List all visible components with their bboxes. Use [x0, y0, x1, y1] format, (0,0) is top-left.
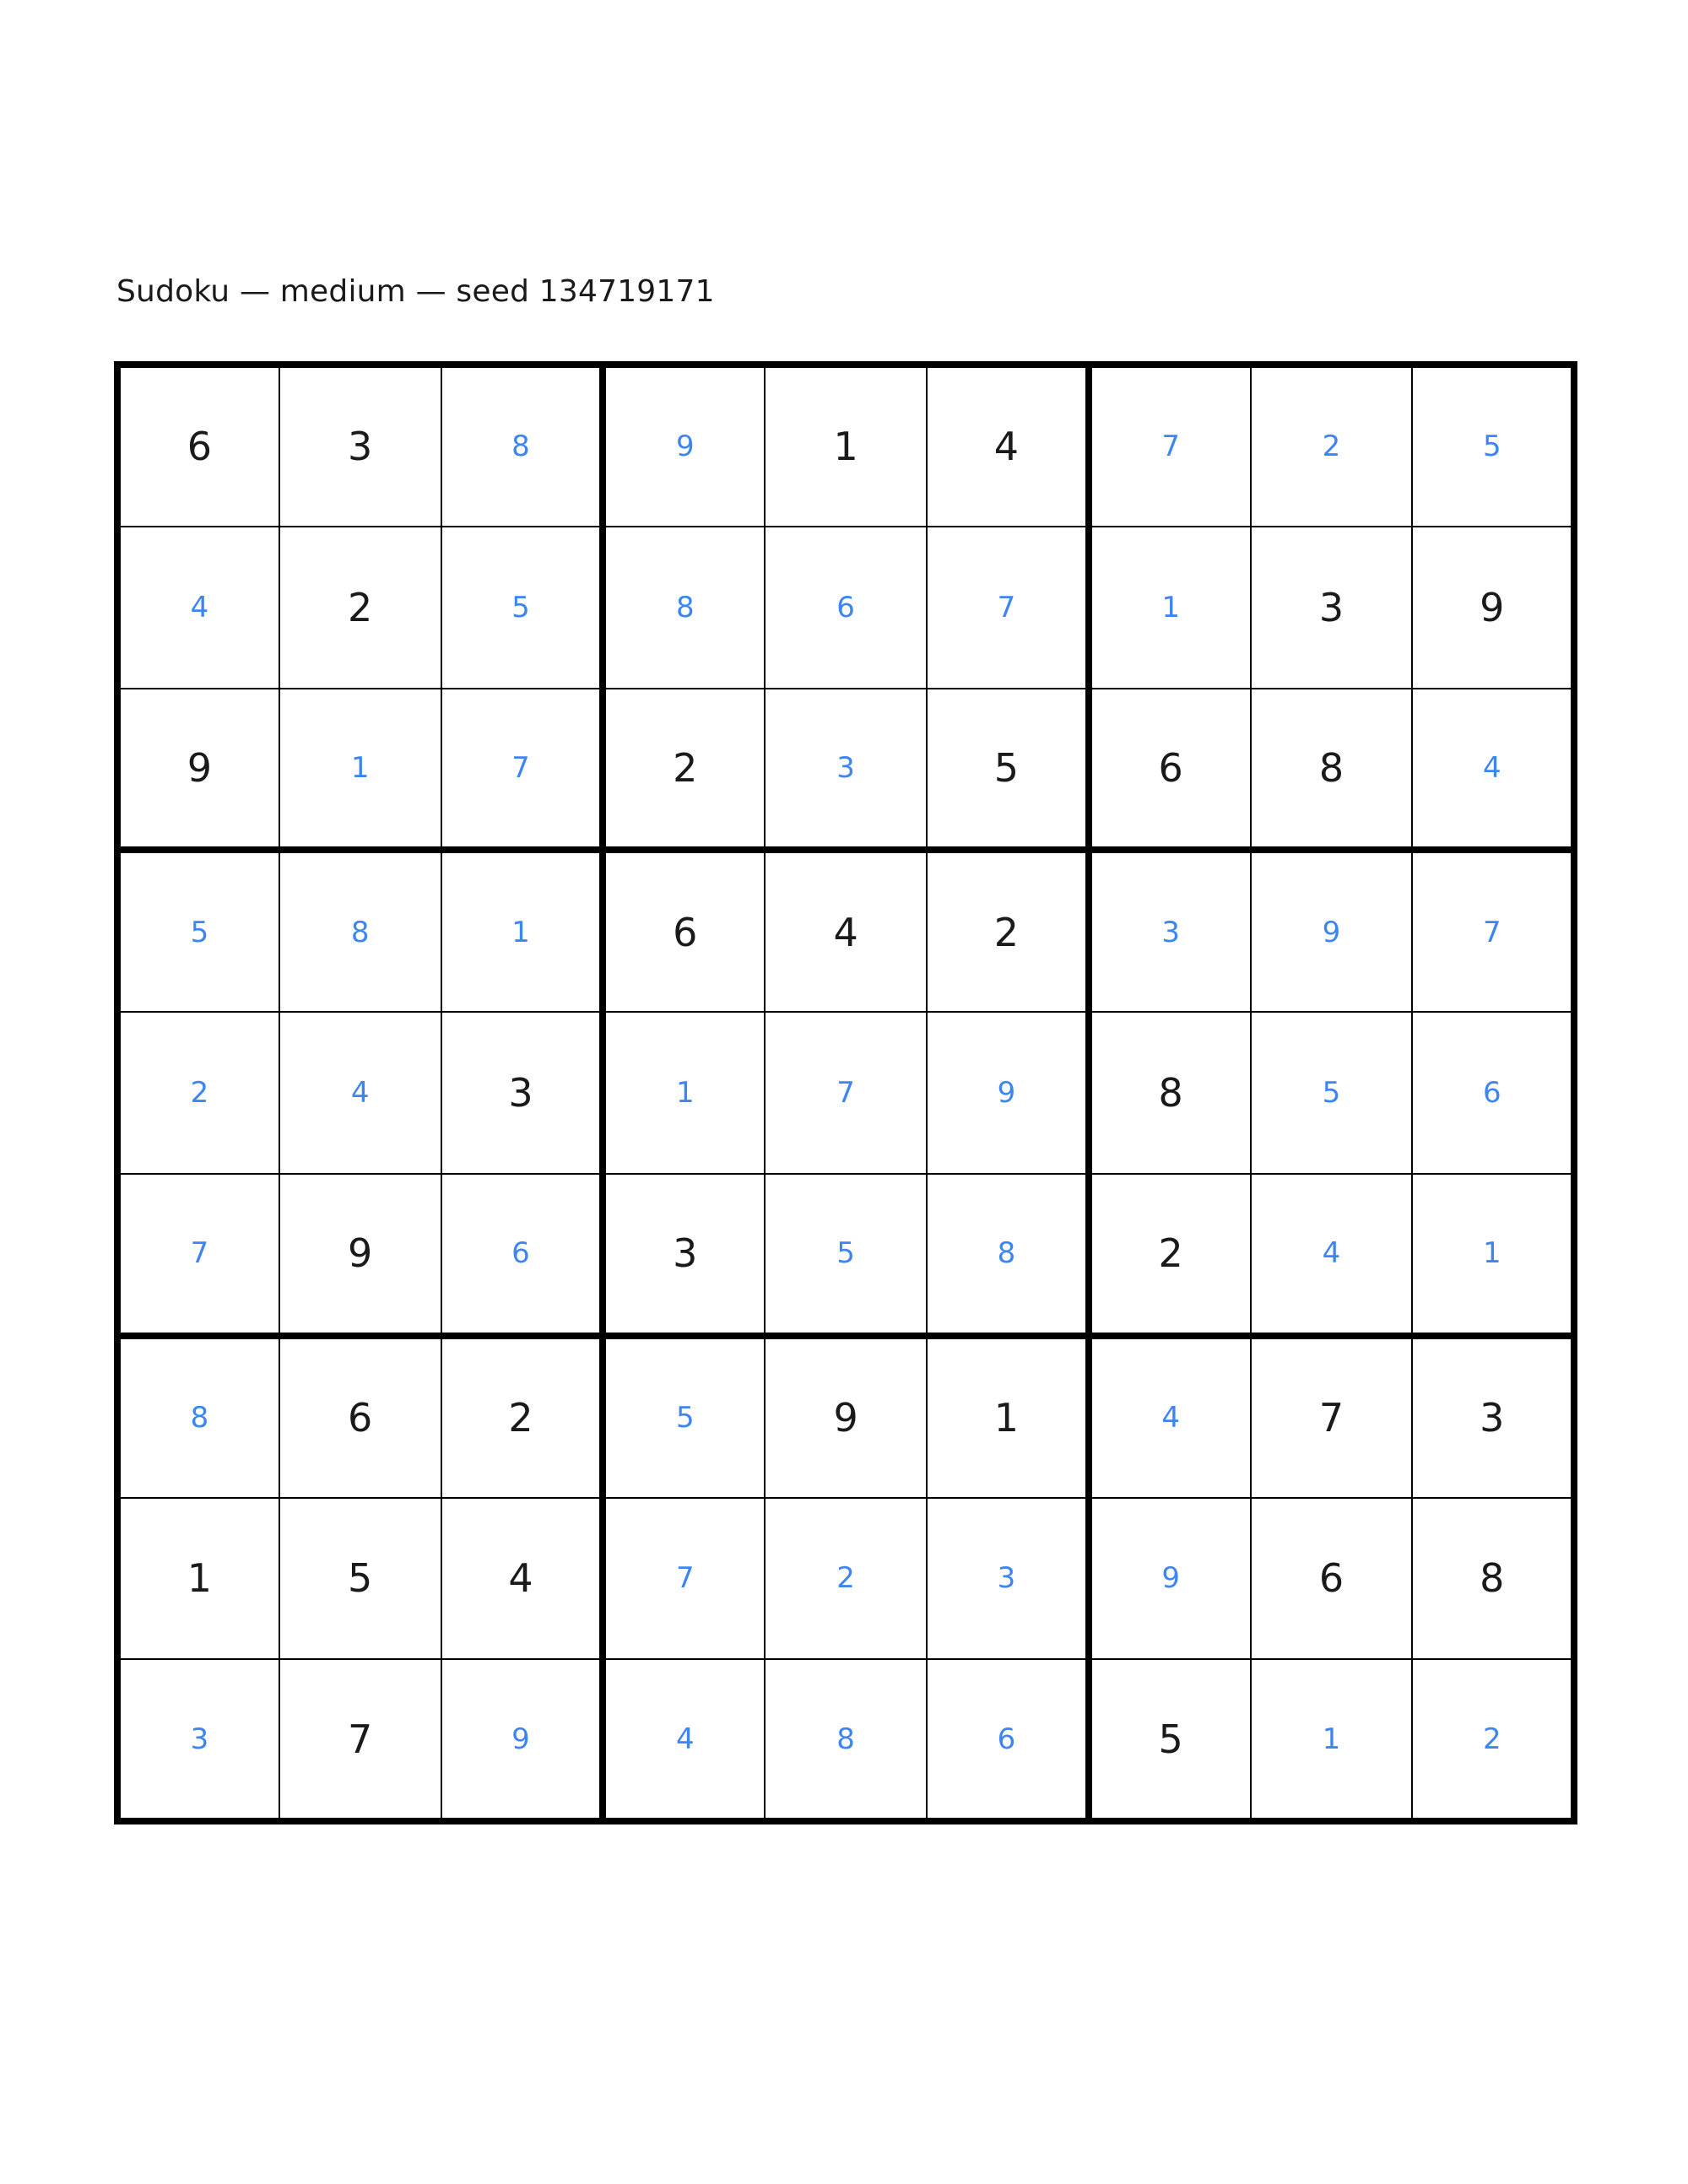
sudoku-cell[interactable]	[1251, 365, 1413, 527]
sudoku-cell[interactable]	[1089, 1498, 1251, 1660]
cell-solved-value: 2	[1482, 1722, 1501, 1756]
cell-solved-value: 8	[190, 1401, 209, 1435]
sudoku-cell[interactable]	[279, 850, 441, 1012]
sudoku-cell[interactable]	[1251, 1336, 1413, 1498]
cell-given-value: 6	[673, 909, 698, 955]
cell-solved-value: 1	[1482, 1236, 1501, 1271]
cell-given-value: 6	[348, 1395, 373, 1441]
cell-given-value: 7	[348, 1716, 373, 1762]
sudoku-cell[interactable]	[1089, 1659, 1251, 1821]
sudoku-row	[117, 1659, 1574, 1821]
cell-given-value: 4	[833, 909, 858, 955]
cell-solved-value: 7	[675, 1561, 695, 1596]
cell-given-value: 1	[187, 1555, 213, 1602]
sudoku-cell[interactable]	[603, 365, 765, 527]
cell-solved-value: 8	[350, 915, 370, 949]
sudoku-cell[interactable]	[441, 689, 603, 851]
sudoku-cell[interactable]	[441, 365, 603, 527]
cell-given-value: 1	[993, 1395, 1020, 1441]
cell-solved-value: 5	[190, 915, 209, 949]
cell-given-value: 4	[508, 1555, 533, 1602]
sudoku-row	[117, 850, 1574, 1012]
cell-given-value: 9	[1480, 584, 1505, 630]
sudoku-cell[interactable]	[603, 1498, 765, 1660]
cell-solved-value: 9	[997, 1076, 1016, 1111]
sudoku-row	[117, 1498, 1574, 1660]
sudoku-cell[interactable]	[1089, 1174, 1251, 1336]
sudoku-cell[interactable]	[1412, 365, 1574, 527]
sudoku-row	[117, 689, 1574, 851]
sudoku-row	[117, 1336, 1574, 1498]
sudoku-cell[interactable]	[927, 365, 1089, 527]
cell-solved-value: 1	[1161, 590, 1180, 624]
cell-solved-value: 6	[997, 1722, 1016, 1756]
sudoku-cell[interactable]	[117, 1659, 279, 1821]
cell-solved-value: 6	[511, 1236, 530, 1271]
cell-solved-value: 8	[997, 1236, 1016, 1271]
sudoku-cell[interactable]	[765, 365, 927, 527]
sudoku-cell[interactable]	[279, 365, 441, 527]
cell-solved-value: 6	[1482, 1076, 1501, 1111]
cell-solved-value: 5	[1482, 430, 1501, 464]
cell-given-value: 8	[1318, 744, 1344, 791]
sudoku-cell[interactable]	[117, 689, 279, 851]
cell-solved-value: 6	[836, 590, 855, 624]
cell-solved-value: 5	[675, 1401, 695, 1435]
cell-solved-value: 5	[836, 1236, 855, 1271]
sudoku-cell[interactable]	[279, 1012, 441, 1174]
sudoku-cell[interactable]	[1251, 1174, 1413, 1336]
cell-given-value: 4	[993, 424, 1020, 470]
cell-solved-value: 4	[1161, 1401, 1180, 1435]
sudoku-cell[interactable]	[279, 1659, 441, 1821]
sudoku-cell[interactable]	[927, 527, 1089, 689]
sudoku-cell[interactable]	[279, 1336, 441, 1498]
sudoku-cell[interactable]	[927, 1336, 1089, 1498]
cell-solved-value: 2	[1322, 430, 1341, 464]
cell-given-value: 5	[348, 1555, 373, 1602]
cell-given-value: 3	[1318, 584, 1344, 630]
sudoku-cell[interactable]	[441, 1336, 603, 1498]
cell-given-value: 9	[833, 1395, 858, 1441]
cell-solved-value: 9	[1322, 915, 1341, 949]
sudoku-cell[interactable]	[927, 1498, 1089, 1660]
cell-given-value: 2	[1158, 1230, 1183, 1277]
sudoku-cell[interactable]	[927, 850, 1089, 1012]
cell-solved-value: 2	[836, 1561, 855, 1596]
sudoku-cell[interactable]	[765, 850, 927, 1012]
cell-given-value: 6	[1158, 744, 1183, 791]
cell-solved-value: 4	[350, 1076, 370, 1111]
sudoku-cell[interactable]	[117, 1498, 279, 1660]
sudoku-cell[interactable]	[1412, 1498, 1574, 1660]
sudoku-row	[117, 1012, 1574, 1174]
sudoku-cell[interactable]	[1089, 1336, 1251, 1498]
sudoku-cell[interactable]	[441, 527, 603, 689]
sudoku-cell[interactable]	[603, 527, 765, 689]
sudoku-cell[interactable]	[1412, 689, 1574, 851]
sudoku-cell[interactable]	[117, 365, 279, 527]
sudoku-cell[interactable]	[927, 1012, 1089, 1174]
cell-given-value: 3	[508, 1070, 533, 1116]
cell-solved-value: 1	[1322, 1722, 1341, 1756]
cell-given-value: 2	[993, 909, 1020, 955]
sudoku-cell[interactable]	[1412, 1336, 1574, 1498]
cell-solved-value: 3	[997, 1561, 1016, 1596]
sudoku-cell[interactable]	[927, 1659, 1089, 1821]
sudoku-cell[interactable]	[279, 1498, 441, 1660]
sudoku-cell[interactable]	[1251, 1659, 1413, 1821]
sudoku-cell[interactable]	[441, 1498, 603, 1660]
cell-solved-value: 7	[190, 1236, 209, 1271]
sudoku-cell[interactable]	[927, 1174, 1089, 1336]
sudoku-grid-body	[117, 365, 1574, 1821]
sudoku-cell[interactable]	[1251, 1012, 1413, 1174]
sudoku-row	[117, 527, 1574, 689]
sudoku-cell[interactable]	[1089, 527, 1251, 689]
sudoku-board	[114, 361, 1572, 1819]
sudoku-cell[interactable]	[279, 1174, 441, 1336]
sudoku-cell[interactable]	[603, 850, 765, 1012]
cell-solved-value: 3	[836, 750, 855, 785]
cell-solved-value: 7	[836, 1076, 855, 1111]
cell-given-value: 3	[1480, 1395, 1505, 1441]
sudoku-row	[117, 1174, 1574, 1336]
cell-solved-value: 3	[190, 1722, 209, 1756]
sudoku-cell[interactable]	[603, 1336, 765, 1498]
cell-solved-value: 7	[1161, 430, 1180, 464]
cell-solved-value: 9	[1161, 1561, 1180, 1596]
cell-given-value: 2	[508, 1395, 533, 1441]
sudoku-cell[interactable]	[117, 1012, 279, 1174]
sudoku-cell[interactable]	[603, 1012, 765, 1174]
sudoku-cell[interactable]	[603, 689, 765, 851]
sudoku-cell[interactable]	[765, 689, 927, 851]
cell-solved-value: 8	[675, 590, 695, 624]
cell-solved-value: 8	[836, 1722, 855, 1756]
sudoku-cell[interactable]	[603, 1659, 765, 1821]
sudoku-cell[interactable]	[117, 527, 279, 689]
sudoku-cell[interactable]	[765, 1659, 927, 1821]
sudoku-cell[interactable]	[117, 1336, 279, 1498]
sudoku-cell[interactable]	[441, 1659, 603, 1821]
cell-solved-value: 4	[1322, 1236, 1341, 1271]
cell-given-value: 6	[187, 424, 213, 470]
cell-given-value: 6	[1318, 1555, 1344, 1602]
cell-solved-value: 1	[511, 915, 530, 949]
sudoku-cell[interactable]	[279, 527, 441, 689]
cell-given-value: 3	[673, 1230, 698, 1277]
cell-solved-value: 3	[1161, 915, 1180, 949]
cell-given-value: 5	[1158, 1716, 1183, 1762]
cell-solved-value: 4	[1482, 750, 1501, 785]
cell-given-value: 1	[833, 424, 858, 470]
sudoku-cell[interactable]	[927, 689, 1089, 851]
sudoku-cell[interactable]	[603, 1174, 765, 1336]
sudoku-grid	[114, 361, 1577, 1825]
sudoku-cell[interactable]	[441, 850, 603, 1012]
sudoku-cell[interactable]	[117, 850, 279, 1012]
cell-given-value: 2	[673, 744, 698, 791]
cell-solved-value: 5	[511, 590, 530, 624]
sudoku-row	[117, 365, 1574, 527]
cell-solved-value: 1	[675, 1076, 695, 1111]
cell-given-value: 3	[348, 424, 373, 470]
sudoku-cell[interactable]	[1251, 1498, 1413, 1660]
cell-given-value: 8	[1158, 1070, 1183, 1116]
sudoku-cell[interactable]	[765, 1336, 927, 1498]
cell-given-value: 2	[348, 584, 373, 630]
sudoku-cell[interactable]	[1089, 689, 1251, 851]
cell-solved-value: 4	[190, 590, 209, 624]
cell-given-value: 8	[1480, 1555, 1505, 1602]
sudoku-cell[interactable]	[765, 1012, 927, 1174]
sudoku-cell[interactable]	[441, 1174, 603, 1336]
cell-solved-value: 8	[511, 430, 530, 464]
sudoku-cell[interactable]	[765, 527, 927, 689]
page-title: Sudoku — medium — seed 134719171	[116, 274, 715, 309]
cell-solved-value: 9	[675, 430, 695, 464]
sudoku-cell[interactable]	[279, 689, 441, 851]
cell-given-value: 9	[348, 1230, 373, 1277]
sudoku-cell[interactable]	[1089, 365, 1251, 527]
sudoku-cell[interactable]	[1412, 1659, 1574, 1821]
cell-solved-value: 4	[675, 1722, 695, 1756]
cell-solved-value: 7	[997, 590, 1016, 624]
sudoku-cell[interactable]	[1412, 1174, 1574, 1336]
cell-solved-value: 9	[511, 1722, 530, 1756]
cell-solved-value: 1	[350, 750, 370, 785]
cell-given-value: 7	[1318, 1395, 1344, 1441]
sudoku-cell[interactable]	[1251, 850, 1413, 1012]
sudoku-cell[interactable]	[1251, 527, 1413, 689]
sudoku-cell[interactable]	[1412, 527, 1574, 689]
sudoku-cell[interactable]	[1251, 689, 1413, 851]
sudoku-cell[interactable]	[117, 1174, 279, 1336]
sudoku-cell[interactable]	[1412, 1012, 1574, 1174]
cell-solved-value: 2	[190, 1076, 209, 1111]
sudoku-cell[interactable]	[1089, 1012, 1251, 1174]
sudoku-cell[interactable]	[1089, 850, 1251, 1012]
cell-solved-value: 7	[1482, 915, 1501, 949]
sudoku-cell[interactable]	[441, 1012, 603, 1174]
sudoku-cell[interactable]	[765, 1498, 927, 1660]
cell-given-value: 9	[187, 744, 213, 791]
sudoku-cell[interactable]	[1412, 850, 1574, 1012]
cell-solved-value: 7	[511, 750, 530, 785]
sudoku-cell[interactable]	[765, 1174, 927, 1336]
cell-solved-value: 5	[1322, 1076, 1341, 1111]
cell-given-value: 5	[993, 744, 1020, 791]
